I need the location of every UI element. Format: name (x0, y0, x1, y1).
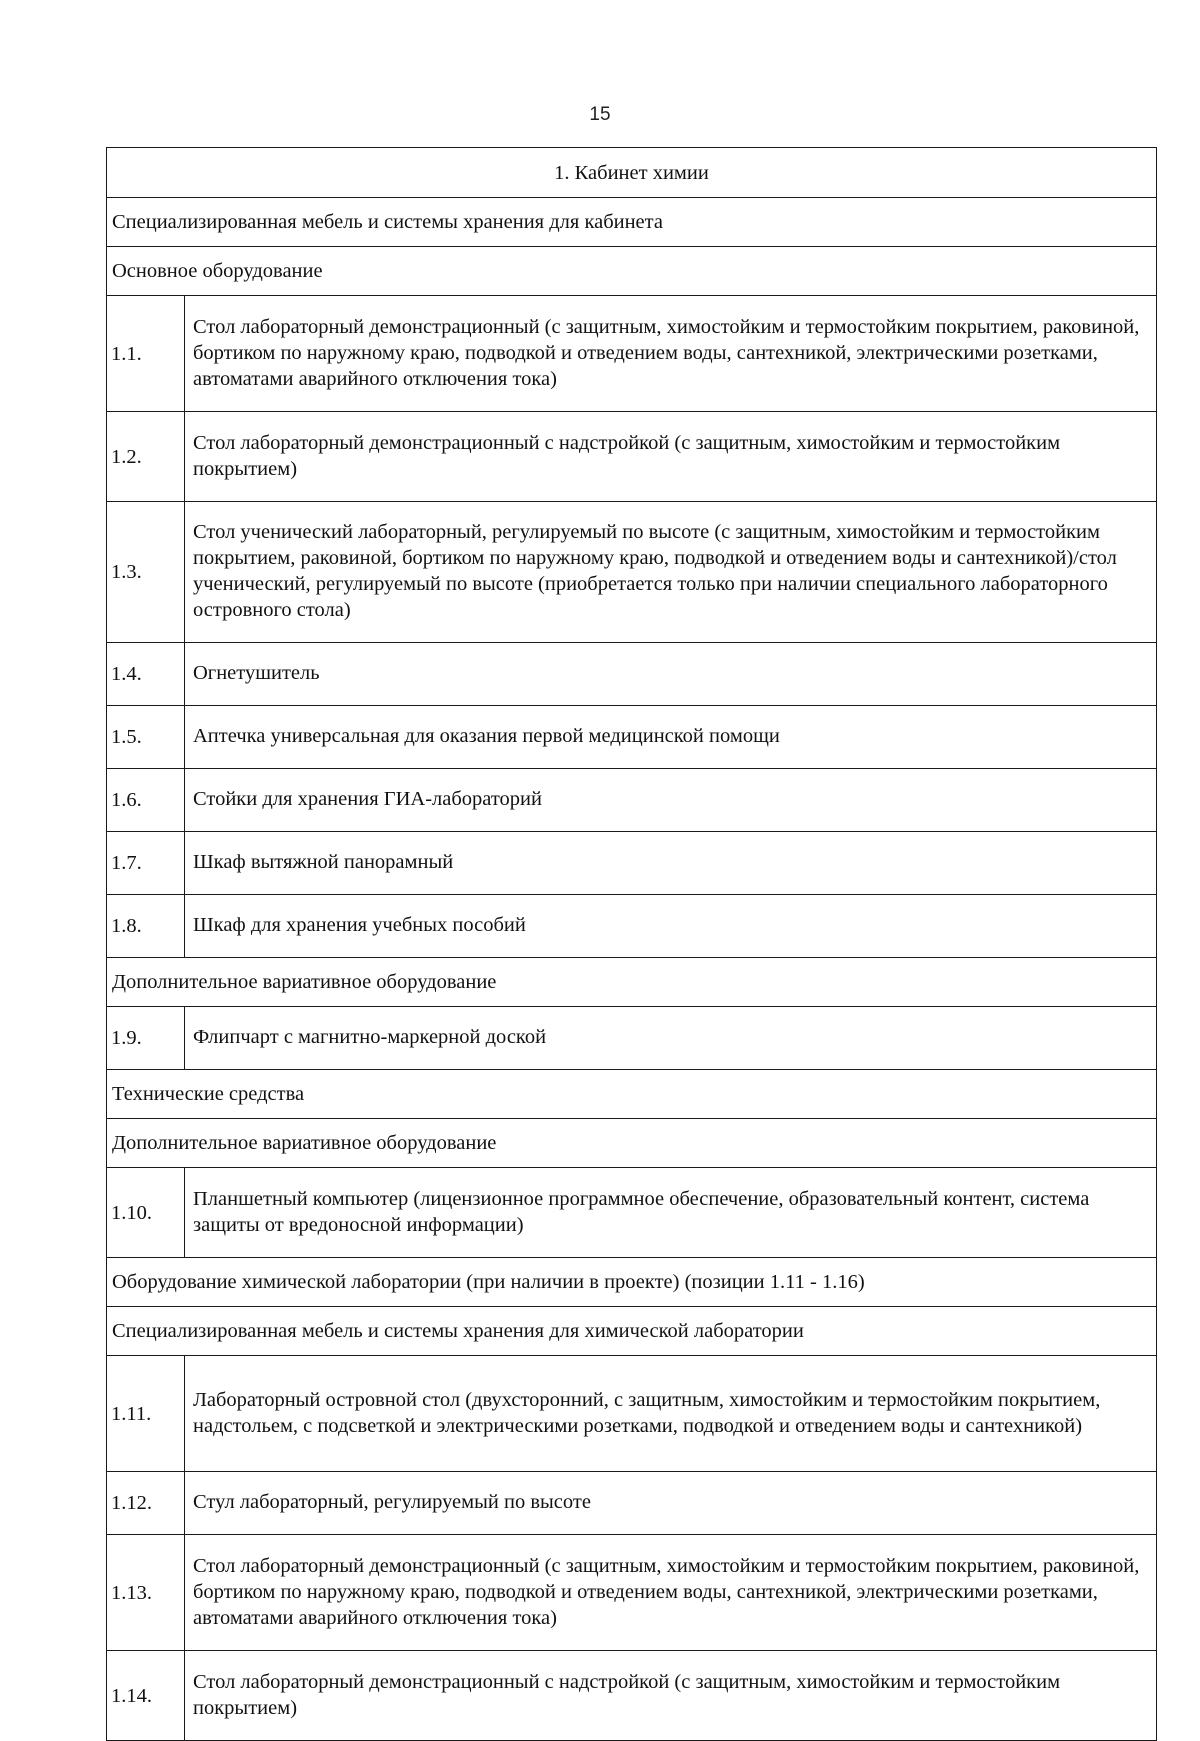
item-description: Стол лабораторный демонстрационный (с защитным, химостойким и термостойким покрытием, раковиной, бортиком по наружному краю, подводкой и отведением воды, сантехникой, электрическими розетками, автоматами аварийного отключения тока) (185, 1535, 1157, 1651)
item-description: Флипчарт с магнитно-маркерной доской (185, 1007, 1157, 1070)
section-heading: Оборудование химической лаборатории (при наличии в проекте) (позиции 1.11 - 1.16) (107, 1258, 1157, 1307)
table-title: 1. Кабинет химии (107, 148, 1157, 198)
item-number: 1.7. (107, 832, 185, 895)
item-number: 1.11. (107, 1356, 185, 1472)
item-number: 1.8. (107, 895, 185, 958)
item-number: 1.9. (107, 1007, 185, 1070)
table-title-row (107, 148, 1157, 198)
section-heading: Технические средства (107, 1070, 1157, 1119)
item-description: Шкаф для хранения учебных пособий (185, 895, 1157, 958)
section-row (107, 958, 1157, 1007)
item-number: 1.14. (107, 1651, 185, 1741)
section-row (107, 1307, 1157, 1356)
table-row (107, 895, 1157, 958)
item-description: Шкаф вытяжной панорамный (185, 832, 1157, 895)
item-description: Аптечка универсальная для оказания первой медицинской помощи (185, 706, 1157, 769)
section-heading: Дополнительное вариативное оборудование (107, 958, 1157, 1007)
item-number: 1.3. (107, 502, 185, 643)
section-row (107, 1070, 1157, 1119)
table-row (107, 502, 1157, 643)
section-row (107, 198, 1157, 247)
item-number: 1.5. (107, 706, 185, 769)
table-row (107, 296, 1157, 412)
item-number: 1.4. (107, 643, 185, 706)
section-row (107, 247, 1157, 296)
section-heading: Специализированная мебель и системы хранения для кабинета (107, 198, 1157, 247)
item-description: Стол лабораторный демонстрационный с надстройкой (с защитным, химостойким и термостойким покрытием) (185, 412, 1157, 502)
table-row (107, 1651, 1157, 1741)
section-heading: Основное оборудование (107, 247, 1157, 296)
table-row (107, 1356, 1157, 1472)
item-description: Огнетушитель (185, 643, 1157, 706)
item-description: Стул лабораторный, регулируемый по высоте (185, 1472, 1157, 1535)
table-row (107, 643, 1157, 706)
item-description: Стол ученический лабораторный, регулируемый по высоте (с защитным, химостойким и термостойким покрытием, раковиной, бортиком по наружному краю, подводкой и отведением воды и сантехникой)/стол ученический, регулируемый по высоте (приобретается только при наличии специального лабораторного островного стола) (185, 502, 1157, 643)
item-number: 1.10. (107, 1168, 185, 1258)
item-number: 1.12. (107, 1472, 185, 1535)
table-row (107, 412, 1157, 502)
table-row (107, 1472, 1157, 1535)
section-row (107, 1119, 1157, 1168)
item-number: 1.1. (107, 296, 185, 412)
section-heading: Специализированная мебель и системы хранения для химической лаборатории (107, 1307, 1157, 1356)
item-number: 1.2. (107, 412, 185, 502)
table-row (107, 832, 1157, 895)
section-heading: Дополнительное вариативное оборудование (107, 1119, 1157, 1168)
page-number: 15 (589, 104, 611, 125)
table-row (107, 1007, 1157, 1070)
item-description: Стол лабораторный демонстрационный (с защитным, химостойким и термостойким покрытием, раковиной, бортиком по наружному краю, подводкой и отведением воды, сантехникой, электрическими розетками, автоматами аварийного отключения тока) (185, 296, 1157, 412)
table-row (107, 1535, 1157, 1651)
item-number: 1.13. (107, 1535, 185, 1651)
equipment-table (106, 147, 1157, 1741)
item-number: 1.6. (107, 769, 185, 832)
table-row (107, 1168, 1157, 1258)
item-description: Лабораторный островной стол (двухсторонний, с защитным, химостойким и термостойким покрытием, надстольем, с подсветкой и электрическими розетками, подводкой и отведением воды и сантехникой) (185, 1356, 1157, 1472)
item-description: Стол лабораторный демонстрационный с надстройкой (с защитным, химостойким и термостойким покрытием) (185, 1651, 1157, 1741)
item-description: Планшетный компьютер (лицензионное программное обеспечение, образовательный контент, система защиты от вредоносной информации) (185, 1168, 1157, 1258)
item-description: Стойки для хранения ГИА-лабораторий (185, 769, 1157, 832)
table-row (107, 706, 1157, 769)
table-row (107, 769, 1157, 832)
section-row (107, 1258, 1157, 1307)
